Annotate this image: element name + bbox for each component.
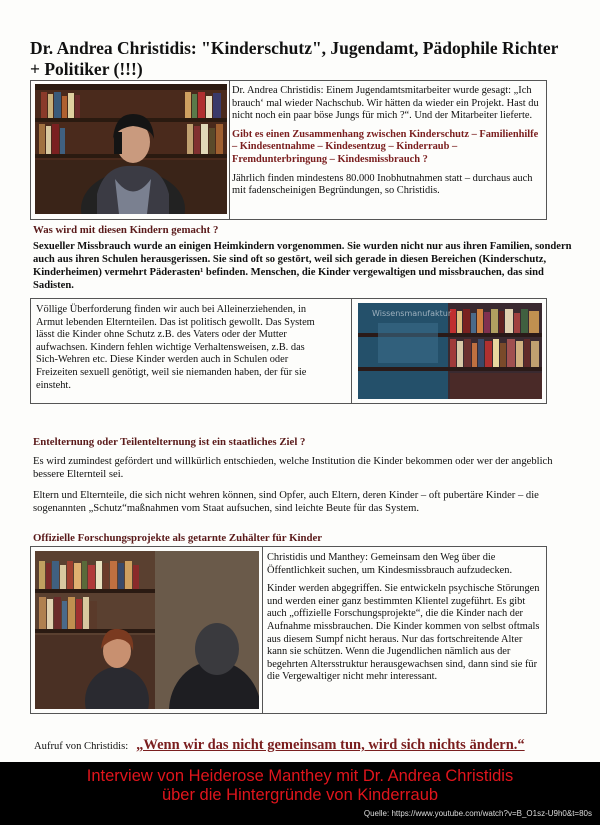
divider <box>229 81 230 219</box>
document-title: Dr. Andrea Christidis: "Kinderschutz", Jugendamt, Pädophile Richter + Politiker (!!!) <box>30 38 559 79</box>
section-body-parents-2: Eltern und Elternteile, die sich nicht wehren können, sind Opfer, auch Eltern, deren Kinder – oft pubertäre Kinder – die sogenannten „Schutz“maßnahmen vom Staat aufsuchen, sind leichte Beute für das System. <box>33 490 539 514</box>
appeal-label: Aufruf von Christidis: <box>34 741 129 752</box>
banner-line-2: über die Hintergründe von Kinderraub <box>161 786 439 804</box>
intro-text-cell <box>232 85 540 198</box>
source-link[interactable]: Quelle: https://www.youtube.com/watch?v=B_O1sz-U9h0&t=80s <box>363 809 592 818</box>
interview-photo-christidis <box>35 84 227 214</box>
overload-text: Völlige Überforderung finden wir auch bei Alleinerziehenden, in Armut lebenden Elternteilen. Das ist politisch gewollt. Das System lässt die Kinder ohne Schutz z.B. des Vaters oder der Mutter aufwachsen. Kindern fehlen wichtige Verhaltensweisen, z.B. das Sich-Wehren etc. Diese Kinder werden auch in Schulen oder Freizeiten sexuell genötigt, weil sie niemanden haben, der für sie einsteht. <box>36 304 315 391</box>
section-body-children: Sexueller Missbrauch wurde an einigen Heimkindern vorgenommen. Sie wurden nicht nur aus ihren Familien, sondern auch aus ihren Schulen herausgerissen. Sie sind oft so gestört, weil sich gerade in diesen Bereichen (Kinderschutz, Kinderheimen) vermehrt Päderasten¹ befinden. Menschen, die Kinder vergewaltigen und missbrauchen, das sind Sadisten. <box>33 241 572 291</box>
divider <box>351 299 352 403</box>
appeal-quote: „Wenn wir das nicht gemeinsam tun, wird sich nichts ändern.“ <box>136 737 525 753</box>
overload-box <box>30 298 547 404</box>
research-paragraph-2: Kinder werden abgegriffen. Sie entwickeln psychische Störungen und werden einer ganz bestimmten Klientel zugeführt. Es gibt auch „offizielle Forschungsprojekte“, die die Kinder nach der Aufnahme missbrauchen. Die Kinder kommen von selbst oftmals aus diesem Sumpf nicht heraus. Nur das fortschreitende Alter kann sie schützen. Wenn die Jugendlichen nämlich aus der begehrten Altersstruktur herausgewachsen sind, dann sind sie für die Vergewaltiger nicht mehr interessant. <box>267 583 540 683</box>
question-paragraph: Gibt es einen Zusammenhang zwischen Kinderschutz – Familienhilfe – Kindesentnahme – Kindesentzug – Kinderraub – Fremdunterbringung – Kindesmissbrauch ? <box>232 128 539 165</box>
watermark-text: Wissensmanufaktur <box>372 309 452 318</box>
stat-paragraph: Jährlich finden mindestens 80.000 Inobhutnahmen statt – durchaus auch mit fadenscheinigen Begründungen, so Christidis. <box>232 172 533 197</box>
research-paragraph-1: Christidis und Manthey: Gemeinsam den Weg über die Öffentlichkeit suchen, um Kindesmissbrauch aufzudecken. <box>267 552 513 576</box>
intro-box <box>30 80 547 220</box>
divider <box>262 547 263 713</box>
section-heading-parents: Entelternung oder Teilentelternung ist ein staatliches Ziel ? <box>33 436 306 448</box>
interview-photo-two-people <box>35 551 259 709</box>
bookshelf-photo <box>358 303 542 399</box>
section-heading-children: Was wird mit diesen Kindern gemacht ? <box>33 224 219 236</box>
quote-paragraph: Dr. Andrea Christidis: Einem Jugendamtsmitarbeiter wurde gesagt: „Ich brauch‘ mal wieder Nachschub. Wir hätten da wieder ein Projekt. Hast du nicht noch ein paar böse Jungs für mich ?“. Und der Mitarbeiter lieferte. <box>232 85 539 122</box>
appeal-line <box>34 736 574 754</box>
research-box <box>30 546 547 714</box>
section-heading-research: Offizielle Forschungsprojekte als getarnte Zuhälter für Kinder <box>33 532 323 544</box>
banner-line-1: Interview von Heiderose Manthey mit Dr. Andrea Christidis <box>86 767 514 785</box>
research-text-cell <box>267 552 543 684</box>
section-body-parents-1: Es wird zumindest gefördert und willkürlich entschieden, welche Institution die Kinder bekommen oder wer der angeblich bessere Elternteil sei. <box>33 456 553 480</box>
